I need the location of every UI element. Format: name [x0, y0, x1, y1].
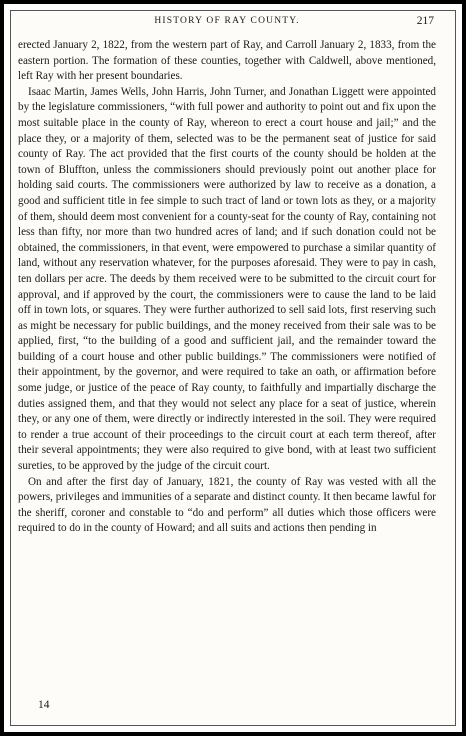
signature-mark: 14 — [38, 699, 50, 711]
page-number: 217 — [416, 15, 434, 27]
book-page — [18, 16, 436, 716]
paragraph-county-powers: On and after the first day of January, 1821, the county of Ray was vested with all the powers, privileges and immunities of a separate and distinct county. It then became lawful for the sheriff, coroner and constable to “do and perform” all duties which those officers were required to do in the county of Howard; and all suits and actions then pending in — [18, 475, 436, 535]
running-title: HISTORY OF RAY COUNTY. — [154, 16, 300, 26]
paragraph-commissioners: Isaac Martin, James Wells, John Harris, John Turner, and Jonathan Liggett were appointed by the legislature commissioners, “with full power and authority to point out and fix upon the most suitable place in the county of Ray, whereon to erect a court house and jail;” and the place they, or a majority of them, selected was to be the permanent seat of justice for said county of Ray. The act provided that the first courts of the county should be holden at the town of Bluffton, unless the commissioners should previously point out another place for holding said courts. The commissioners were authorized by law to receive as a donation, a good and sufficient title in fee simple to such tract of land or town lots as they, or a majority of them, should deem most convenient for a county-seat for the county of Ray, containing not less than fifty, nor more than two hundred acres of land; and if such donation could not be obtained, the commissioners, in that event, were empowered to purchase a similar quantity of land, without any reservation whatever, for the purposes aforesaid. They were to pay in cash, ten dollars per acre. The deeds by them received were to be submitted to the circuit court for approval, and if approved by the court, the commissioners were to cause the land to be laid off in town lots, or squares. They were further authorized to sell said lots, first reserving such as might be necessary for public buildings, and the money received from their sale was to be applied, first, “to the building of a good and sufficient jail, and the remainder toward the building of a court house and other public buildings.” The commissioners were notified of their appointment, by the governor, and were required to take an oath, or affirmation before some judge, or justice of the peace of Ray county, to faithfully and impartially discharge the duties assigned them, and that they would not select any place for a seat of justice, wherein they, or any one of them, were directly or indirectly interested in the soil. They were required to render a true account of their proceedings to the circuit court at each term thereof, after their several appointments; they were also required to give bond, with at least two sufficient sureties, to be approved by the judge of the circuit court. — [18, 85, 436, 473]
body-text — [18, 38, 436, 537]
running-head — [18, 16, 436, 36]
paragraph-continued: erected January 2, 1822, from the western part of Ray, and Carroll January 2, 1833, from the eastern portion. The formation of these counties, together with Caldwell, above mentioned, left Ray with her present boundaries. — [18, 39, 436, 83]
